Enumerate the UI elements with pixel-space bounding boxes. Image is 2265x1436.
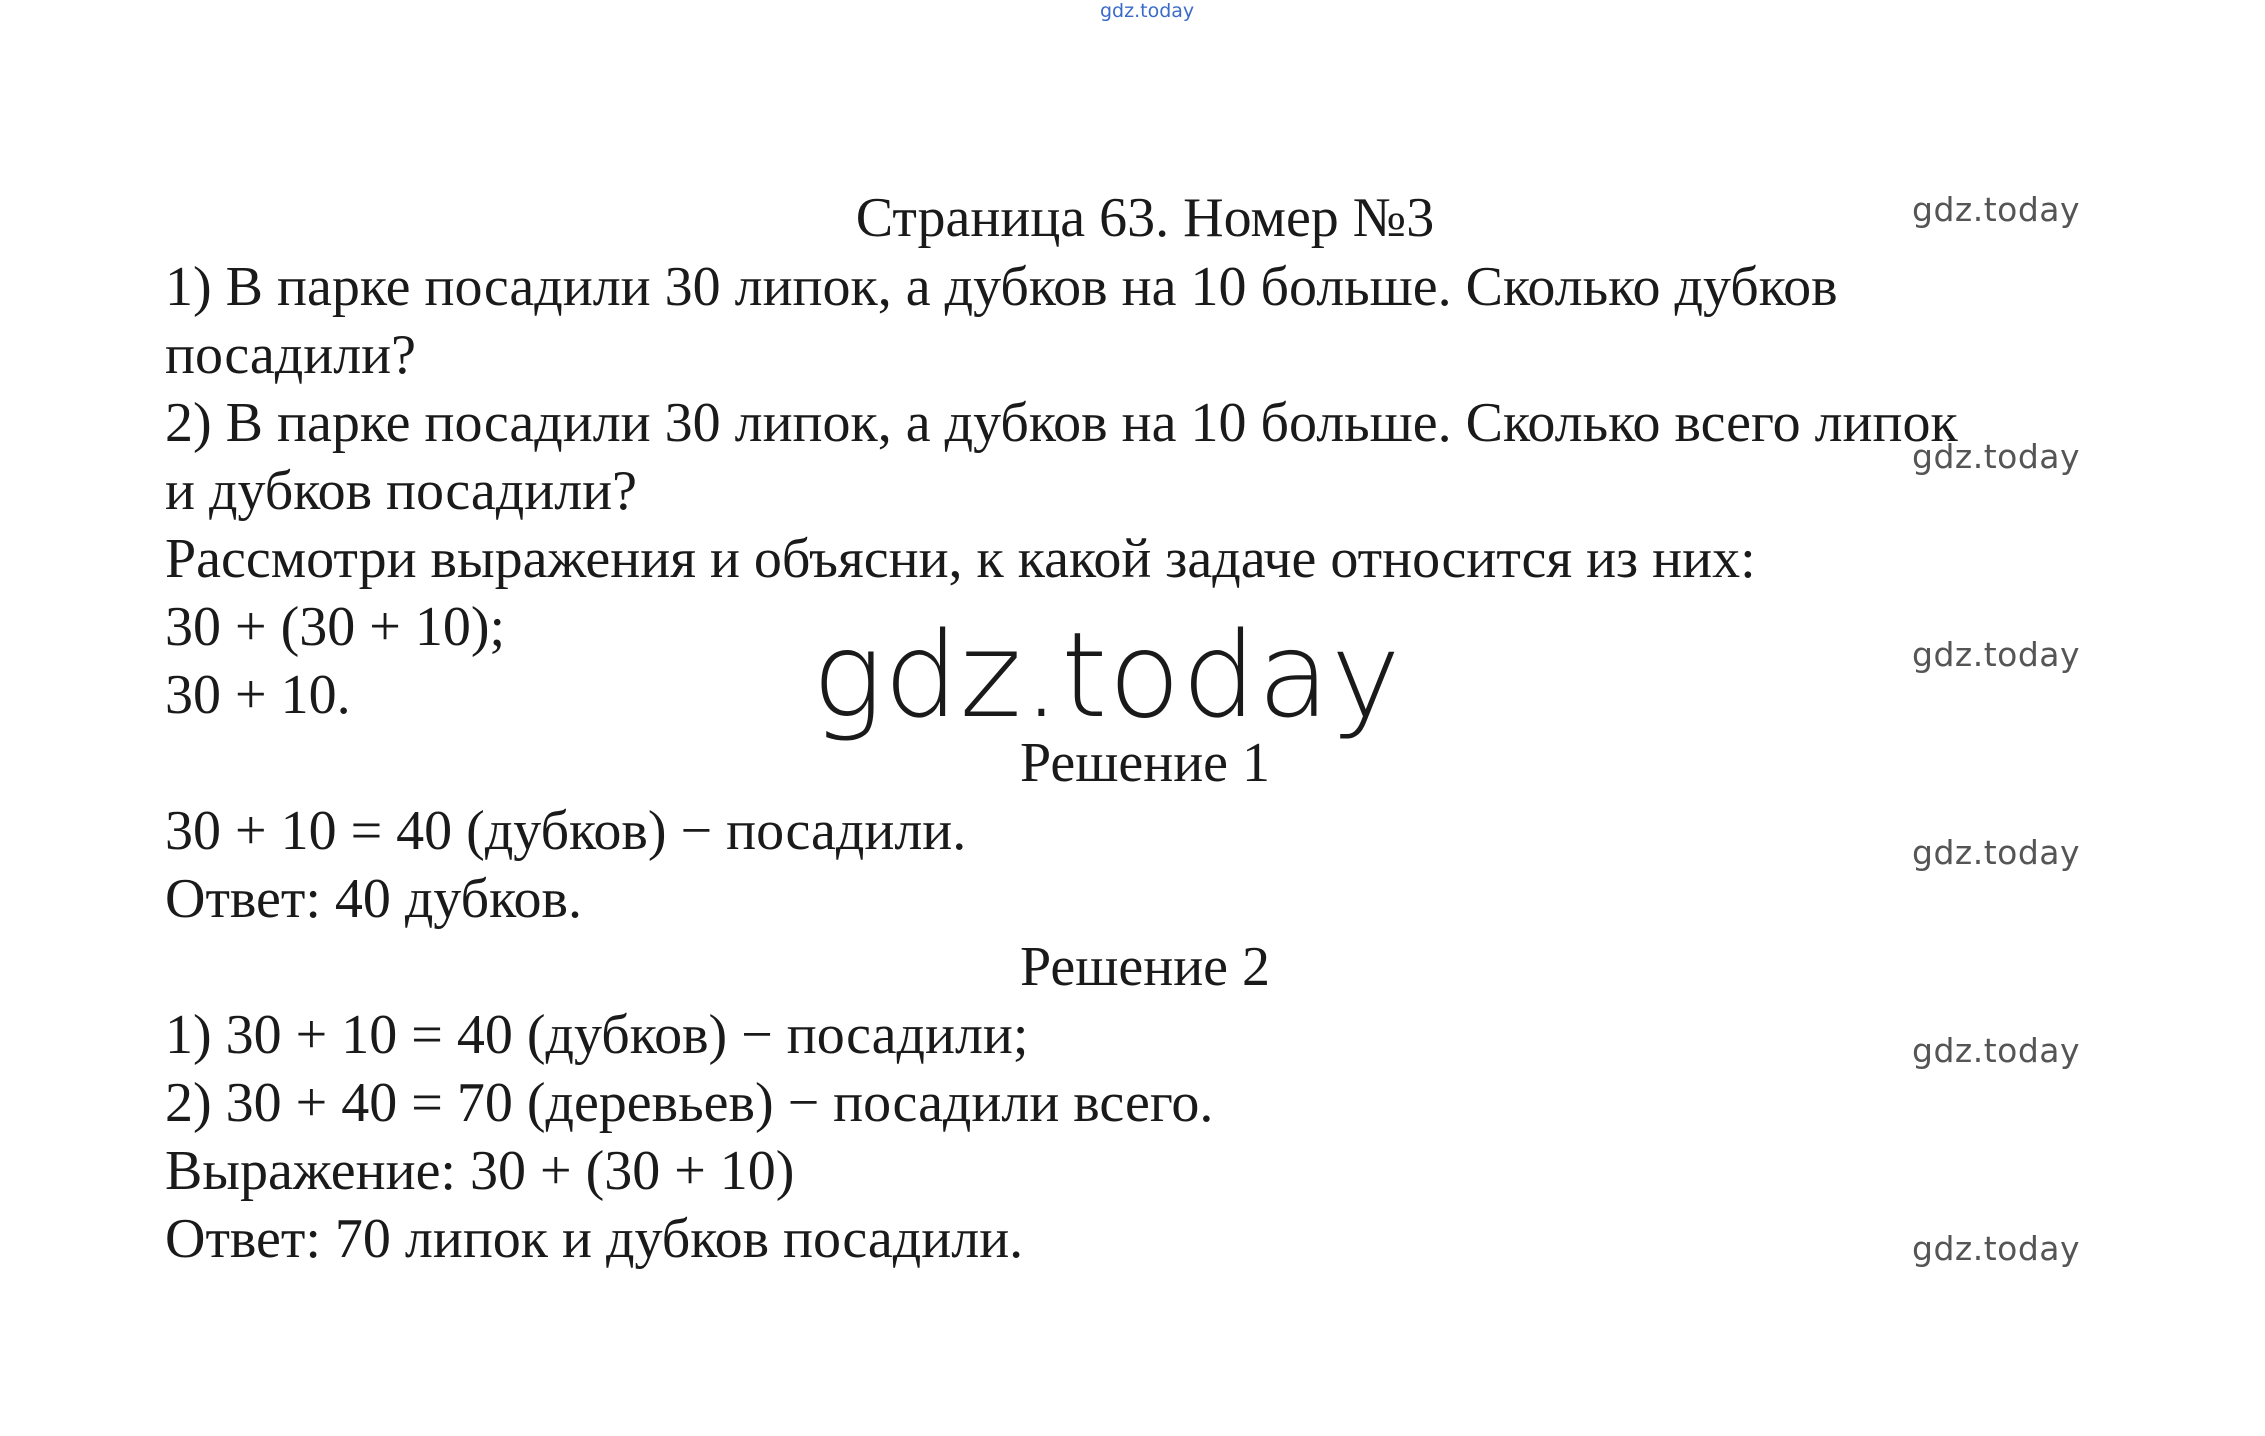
task-expression: 30 + (30 + 10); — [165, 596, 506, 658]
page-title: Страница 63. Номер №3 — [855, 187, 1435, 249]
task-line: и дубков посадили? — [165, 460, 638, 522]
task-line: 1) В парке посадили 30 липок, а дубков на 10 больше. Сколько дубков — [165, 256, 1838, 318]
task-line: посадили? — [165, 324, 416, 386]
solution-line: 1) 30 + 10 = 40 (дубков) − посадили; — [165, 1004, 1029, 1066]
side-watermark: gdz.today — [1912, 833, 2081, 872]
task-expression: 30 + 10. — [165, 664, 351, 726]
side-watermark: gdz.today — [1912, 437, 2081, 476]
expression-line: Выражение: 30 + (30 + 10) — [165, 1140, 795, 1202]
solution-1-heading: Решение 1 — [1019, 732, 1271, 794]
side-watermark: gdz.today — [1912, 190, 2081, 229]
top-watermark: gdz.today — [1100, 0, 1195, 22]
side-watermark: gdz.today — [1912, 1031, 2081, 1070]
task-line: Рассмотри выражения и объясни, к какой задаче относится из них: — [165, 528, 1756, 590]
answer-line: Ответ: 40 дубков. — [165, 868, 582, 930]
solution-2-heading: Решение 2 — [1019, 936, 1271, 998]
answer-line: Ответ: 70 липок и дубков посадили. — [165, 1208, 1024, 1270]
side-watermark: gdz.today — [1912, 1229, 2081, 1268]
side-watermark: gdz.today — [1912, 635, 2081, 674]
big-watermark: gdz.today — [812, 606, 1402, 744]
solution-line: 2) 30 + 40 = 70 (деревьев) − посадили всего. — [165, 1072, 1214, 1134]
task-line: 2) В парке посадили 30 липок, а дубков на 10 больше. Сколько всего липок — [165, 392, 1958, 454]
solution-line: 30 + 10 = 40 (дубков) − посадили. — [165, 800, 967, 862]
